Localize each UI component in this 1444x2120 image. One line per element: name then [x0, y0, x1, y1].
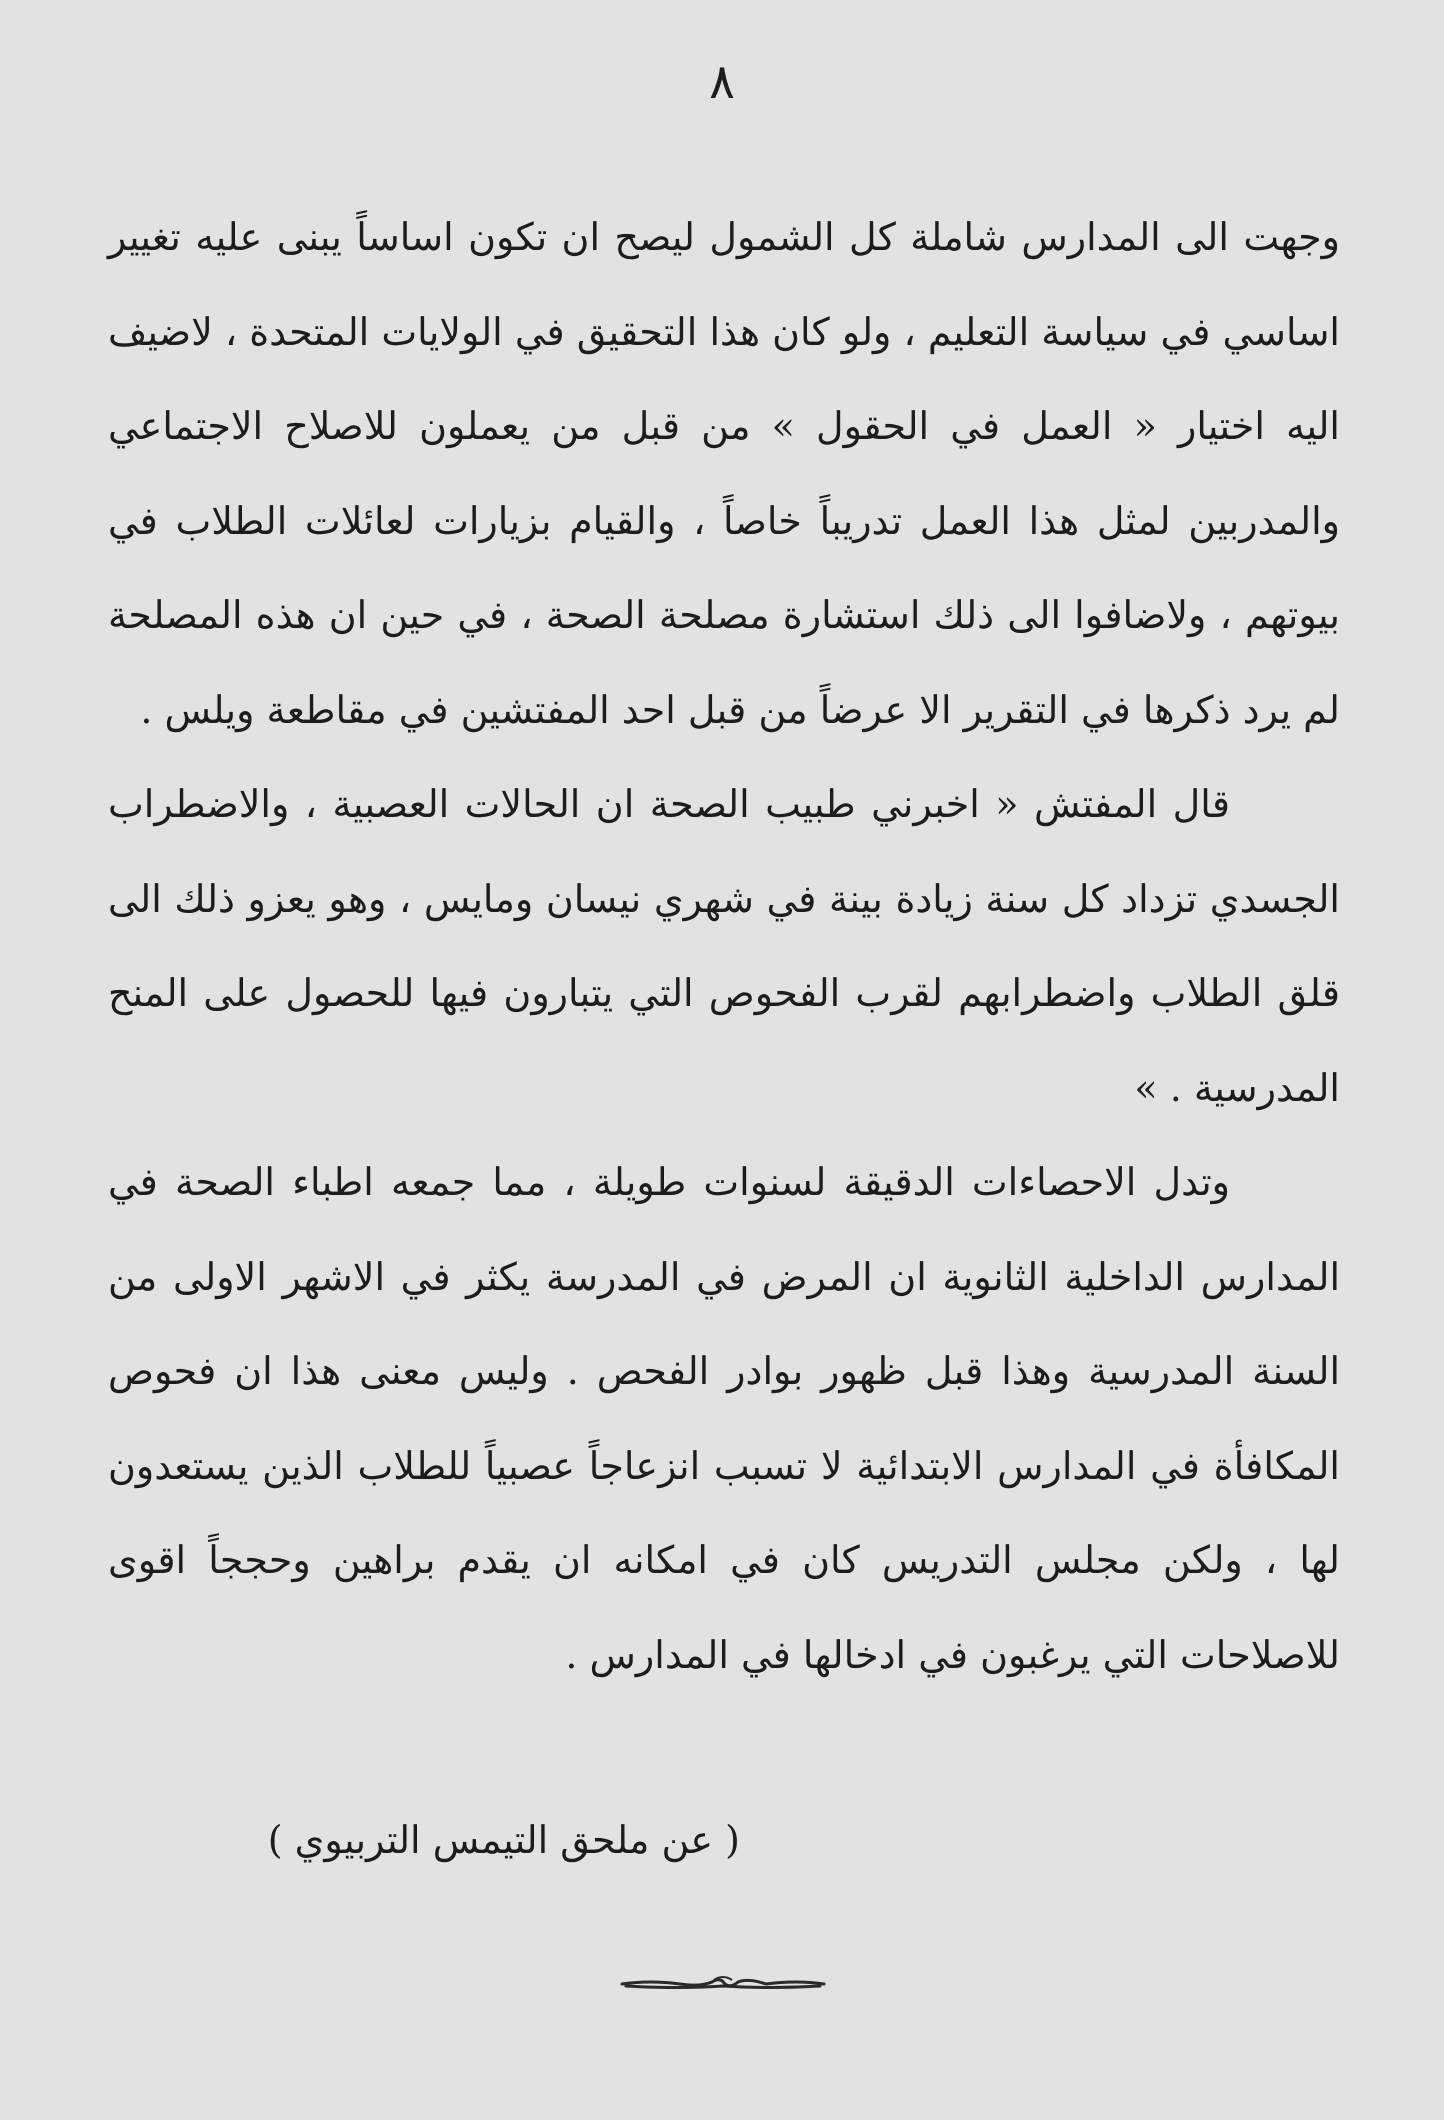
- paragraph-1: وجهت الى المدارس شاملة كل الشمول ليصح ان تكون اساساً يبنى عليه تغيير اساسي في سياسة التعليم ، ولو كان هذا التحقيق في الولايات المتحدة ، لاضيف اليه اختيار « العمل في الحقول » من قبل من يعملون للاصلاح الاجتماعي والمدربين لمثل هذا العمل تدريباً خاصاً ، والقيام بزيارات لعائلات الطلاب في بيوتهم ، ولاضافوا الى ذلك استشارة مصلحة الصحة ، في حين ان هذه المصلحة لم يرد ذكرها في التقرير الا عرضاً من قبل احد المفتشين في مقاطعة ويلس .: [108, 215, 1340, 732]
- paragraph-3: وتدل الاحصاءات الدقيقة لسنوات طويلة ، مما جمعه اطباء الصحة في المدارس الداخلية الثانوية ان المرض في المدرسة يكثر في الاشهر الاولى من السنة المدرسية وهذا قبل ظهور بوادر الفحص . وليس معنى هذا ان فحوص المكافأة في المدارس الابتدائية لا تسبب انزعاجاً عصبياً للطلاب الذين يستعدون لها ، ولكن مجلس التدريس كان في امكانه ان يقدم براهين وحججاً اقوى للاصلاحات التي يرغبون في ادخالها في المدارس .: [108, 1160, 1340, 1677]
- page-number: ٨: [709, 54, 735, 110]
- paragraph-2: قال المفتش « اخبرني طبيب الصحة ان الحالات العصبية ، والاضطراب الجسدي تزداد كل سنة زيادة بينة في شهري نيسان ومايس ، وهو يعزو ذلك الى قلق الطلاب واضطرابهم لقرب الفحوص التي يتبارون فيها للحصول على المنح المدرسية . »: [108, 782, 1340, 1110]
- section-end-ornament: [620, 1972, 826, 1994]
- body-text: [108, 190, 1340, 1702]
- source-citation: ( عن ملحق التيمس التربيوي ): [267, 1818, 740, 1862]
